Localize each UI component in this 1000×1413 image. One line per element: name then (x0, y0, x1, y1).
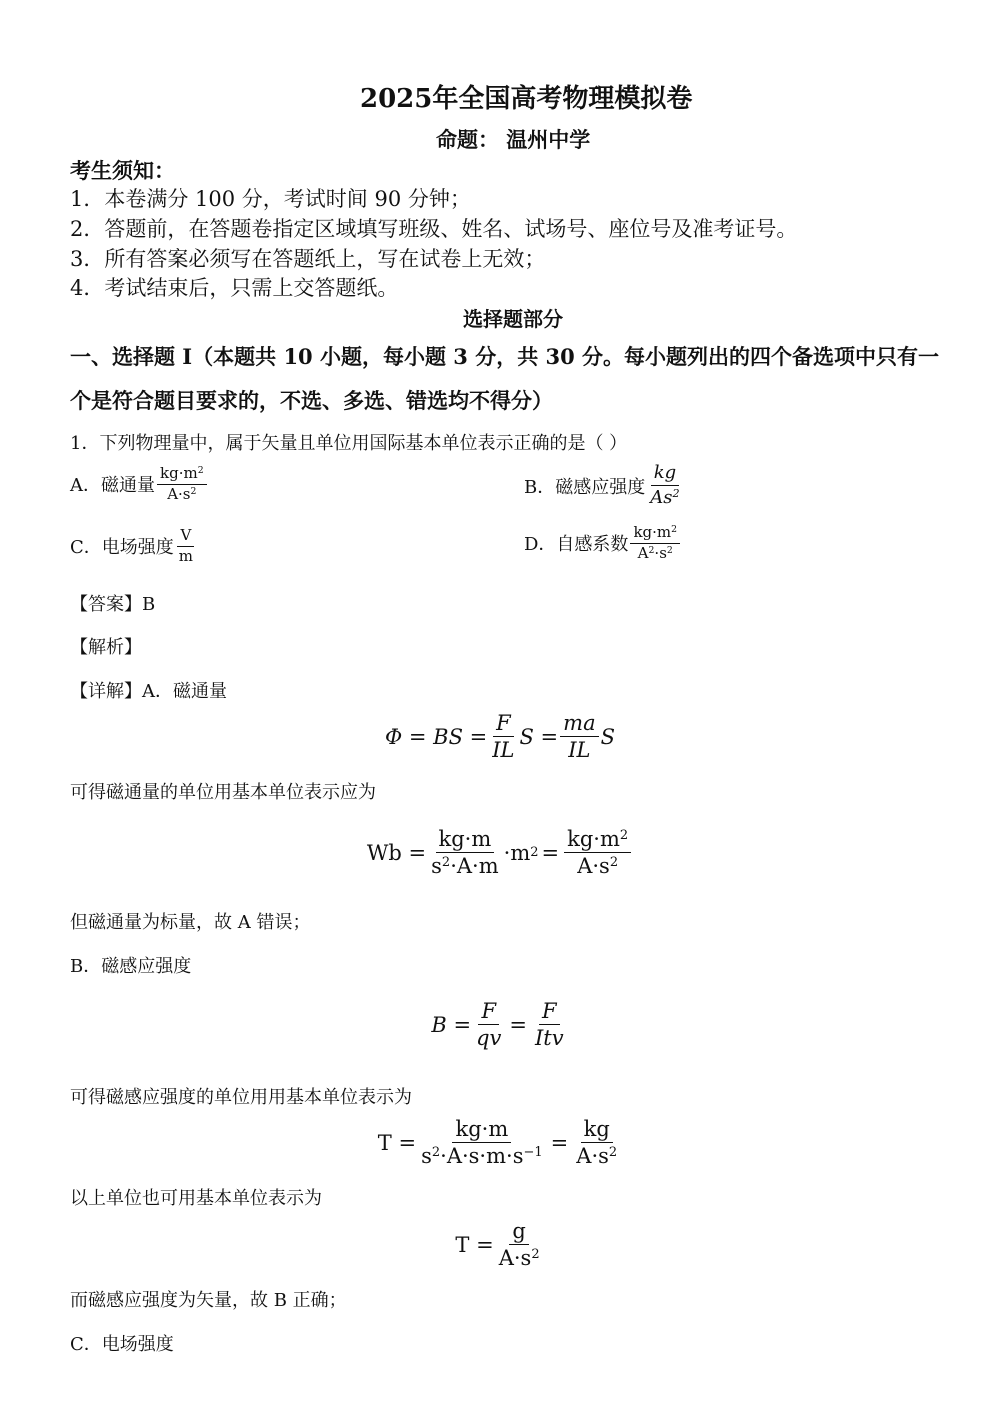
option-b-label: B．磁感应强度 (524, 476, 646, 498)
eq3-f2-den: Itv (535, 1026, 564, 1051)
page-title: 2025年全国高考物理模拟卷 (360, 84, 693, 114)
option-a-den-sup: 2 (190, 485, 197, 497)
option-d (524, 525, 682, 562)
eq1-mid: S = (519, 724, 559, 749)
equation-tesla-alt (0, 1220, 1000, 1269)
eq4-f1-den-a: s (421, 1144, 432, 1169)
option-b-num: kg (651, 464, 679, 486)
eq1-f2-num: ma (560, 712, 598, 737)
option-a-num-sup: 2 (197, 465, 204, 476)
eq3-lhs: B = (431, 1012, 472, 1037)
option-c-den: m (178, 546, 194, 565)
option-a (70, 466, 209, 503)
question-stem: 1．下列物理量中，属于矢量且单位用国际基本单位表示正确的是（ ） (70, 433, 628, 454)
text-b-heading: B．磁感应强度 (70, 956, 192, 977)
eq3-f1-den: qv (476, 1026, 502, 1051)
eq2-f1-den-a: s (431, 854, 442, 879)
option-a-unit (157, 466, 207, 503)
text-flux-scalar: 但磁通量为标量，故 A 错误； (70, 912, 311, 933)
detail-line: 【详解】A．磁通量 (70, 681, 227, 702)
option-c (70, 528, 198, 565)
analysis-heading: 【解析】 (70, 637, 142, 658)
option-b-den: As (650, 487, 673, 509)
option-b (524, 464, 685, 508)
notice-heading: 考生须知： (70, 158, 175, 183)
section-heading-line2: 个是符合题目要求的，不选、多选、错选均不得分） (70, 388, 553, 413)
eq2-f2-den: A·s (577, 854, 610, 879)
section-title: 选择题部分 (463, 307, 563, 331)
eq4-f1-num: kg·m (452, 1118, 511, 1143)
option-c-label: C．电场强度 (70, 537, 174, 559)
option-d-unit (630, 525, 680, 562)
eq4-f2-den-sup: 2 (608, 1144, 618, 1160)
eq1-f1-num: F (493, 712, 514, 737)
option-d-num: kg·m (633, 523, 672, 542)
text-b-unit: 可得磁感应强度的单位用用基本单位表示为 (70, 1087, 412, 1108)
eq2-f2-num-sup: 2 (619, 827, 629, 843)
notice-item-1: 1．本卷满分 100 分，考试时间 90 分钟； (70, 187, 471, 211)
option-a-num: kg·m (160, 464, 198, 483)
eq5-f-den: A·s (498, 1246, 532, 1271)
eq2-eq: = (541, 840, 560, 865)
eq2-lhs: Wb = (366, 840, 427, 865)
eq2-mid-sup: 2 (530, 845, 539, 861)
eq1-tail: S (600, 724, 615, 749)
notice-item-4: 4．考试结束后，只需上交答题纸。 (70, 276, 399, 300)
equation-tesla (0, 1118, 1000, 1167)
eq5-lhs: T = (455, 1232, 494, 1257)
text-b-vector: 而磁感应强度为矢量，故 B 正确； (70, 1290, 347, 1311)
equation-field (0, 1000, 1000, 1049)
eq3-eq: = (509, 1012, 527, 1037)
eq2-mid: ·m (503, 840, 531, 865)
option-d-den-sup-b: 2 (666, 544, 673, 556)
eq4-f1-den-sup: 2 (431, 1144, 441, 1160)
eq5-frac (496, 1220, 543, 1269)
option-c-unit (176, 528, 196, 565)
eq4-eq: = (550, 1130, 569, 1155)
option-a-label: A．磁通量 (70, 475, 155, 497)
eq4-frac2 (573, 1118, 620, 1167)
equation-weber (0, 828, 1000, 877)
eq2-f1-den-sup: 2 (441, 854, 451, 870)
eq1-frac1 (489, 712, 517, 761)
eq4-f1-den-b: ·A·s·m·s (440, 1144, 524, 1169)
equation-flux (0, 712, 1000, 761)
eq2-f1-den-b: ·A·m (450, 854, 499, 879)
option-c-num: V (177, 528, 194, 547)
option-d-num-sup: 2 (671, 524, 678, 535)
eq4-lhs: T = (377, 1130, 417, 1155)
eq3-f1-num: F (478, 1000, 499, 1025)
text-b-alt: 以上单位也可用基本单位表示为 (70, 1188, 322, 1209)
option-b-den-sup: 2 (672, 486, 680, 500)
notice-item-2: 2．答题前，在答题卷指定区域填写班级、姓名、试场号、座位号及准考证号。 (70, 217, 798, 241)
eq5-f-den-sup: 2 (531, 1246, 540, 1262)
eq2-f2-den-sup: 2 (609, 854, 619, 870)
author-line: 命题： 温州中学 (436, 127, 591, 152)
option-d-label: D．自感系数 (524, 534, 629, 556)
option-d-den-sup-a: 2 (648, 544, 655, 556)
eq1-frac2 (560, 712, 598, 761)
eq5-f-num: g (509, 1220, 528, 1245)
section-heading-line1: 一、选择题 I（本题共 10 小题，每小题 3 分，共 30 分。每小题列出的四个备选项中只有一 (70, 344, 940, 369)
eq2-f1-num: kg·m (436, 828, 495, 853)
eq1-lhs: Φ = BS = (384, 724, 488, 749)
notice-item-3: 3．所有答案必须写在答题纸上，写在试卷上无效； (70, 247, 546, 271)
eq1-f1-den: IL (492, 738, 515, 763)
option-d-den-mid: ·s (654, 543, 667, 562)
eq2-f2-num: kg·m (567, 827, 620, 851)
eq1-f2-den: IL (568, 738, 591, 763)
text-flux-unit: 可得磁通量的单位用基本单位表示应为 (70, 782, 376, 803)
eq3-frac2 (532, 1000, 567, 1049)
text-c-heading: C．电场强度 (70, 1334, 174, 1355)
eq4-frac1 (418, 1118, 546, 1167)
eq3-frac1 (473, 1000, 504, 1049)
eq4-f2-den: A·s (576, 1144, 609, 1169)
option-d-den: A (637, 543, 649, 562)
eq4-f1-den-neg: −1 (523, 1144, 543, 1160)
option-b-unit (647, 464, 682, 508)
eq2-frac1 (428, 828, 502, 877)
eq3-f2-num: F (539, 1000, 560, 1025)
option-a-den: A·s (167, 484, 191, 503)
eq4-f2-num: kg (581, 1118, 613, 1143)
answer-line: 【答案】B (70, 594, 156, 615)
eq2-frac2 (564, 828, 631, 877)
